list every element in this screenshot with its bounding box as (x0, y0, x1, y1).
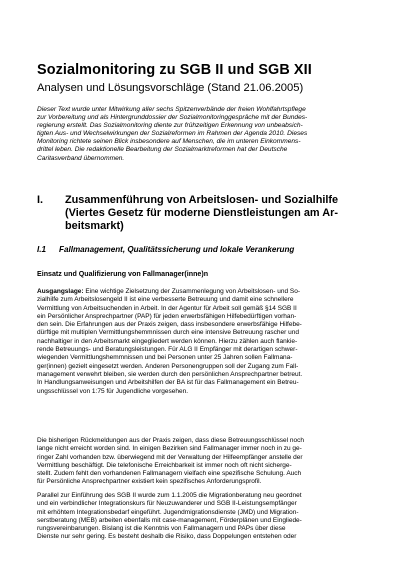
section-title-line: beitsmarkt) (65, 220, 124, 233)
paragraph-line: rende Betreuungs- und Beratungsleistungen. Für ALG II Empfänger mit derartigen schwer- (37, 346, 298, 354)
paragraph-line: Vermittlung von Arbeitsuchenden in Arbeit. In der Agentur für Arbeit soll gemäß §14 SGB II (37, 304, 297, 312)
subheading: Einsatz und Qualifizierung von Fallmanager(inne)n (37, 270, 209, 278)
document-title: Sozialmonitoring zu SGB II und SGB XII (37, 62, 312, 78)
paragraph-line: zialhilfe zum Arbeitslosengeld II ist eine verbesserte Betreuung und damit eine schnellere (37, 296, 294, 304)
intro-line: tigten Aus- und Wechselwirkungen der Sozialreformen im Rahmen der Agenda 2010. Dieses (37, 130, 308, 138)
paragraph-lead: Ausgangslage: (37, 288, 84, 295)
intro-note (37, 106, 367, 163)
paragraph-line: rungsvereinbarungen. Bislang ist die Kenntnis von Fallmanagern und PAPs über diese (37, 525, 286, 533)
subsection-heading (37, 245, 367, 254)
paragraph-line: für Persönliche Ansprechpartner existiert kein spezifisches Anforderungsprofil. (37, 478, 262, 486)
paragraph-rueckmeldungen (37, 437, 367, 487)
paragraph-line (37, 288, 367, 296)
section-number: I. (37, 194, 44, 206)
paragraph-line: ein Persönlicher Ansprechpartner (PAP) für jeden erwerbsfähigen Hilfebedürftigen vorhan- (37, 312, 297, 320)
intro-line: Caritasverband übernommen. (37, 154, 125, 162)
intro-line: drittel leben. Die redaktionelle Bearbeitung der Sozialmarktreformen hat der Deutsche (37, 146, 288, 154)
paragraph-line: stellt. Zudem fehlt den vorhandenen Fallmanagern vielfach eine spezifische Schulung. Auch (37, 470, 302, 478)
section-title (65, 194, 375, 234)
paragraph-line: nachhaltiger in den Arbeitsmarkt eingegliedert werden können. Hierzu zählen auch flankie- (37, 337, 298, 345)
paragraph-line: ringer Zahl vorhanden bzw. überwiegend mit der Verwaltung der Hilfeempfänger anstelle der (37, 453, 303, 461)
paragraph-line: wiegenden Vermittlungshemmnissen und bei Personen unter 25 Jahren sollen Fallmana- (37, 354, 293, 362)
subsection-number: I.1 (37, 245, 46, 254)
paragraph-line: In Handlungsanweisungen und Arbeitshilfen der BA ist für das Fallmanagement ein Betreu- (37, 379, 299, 387)
paragraph-line: management verwehrt bleiben, sie werden durch den persönlichen Ansprechpartner betreut. (37, 370, 303, 378)
paragraph-line: Die bisherigen Rückmeldungen aus der Praxis zeigen, dass diese Betreuungsschlüssel noch (37, 437, 305, 444)
intro-line: zur Vorbereitung und als Hintergrunddossier der Sozialmonitoringgespräche mit der Bundes- (37, 114, 308, 122)
paragraph-line: Parallel zur Einführung des SGB II wurde zum 1.1.2005 die Migrationberatung neu geordnet (37, 492, 302, 499)
section-title-line: (Viertes Gesetz für moderne Dienstleistungen am Ar- (65, 207, 338, 220)
paragraph-line: Dienste nur sehr gering. Es besteht deshalb die Risiko, dass Doppelungen entstehen oder (37, 533, 297, 541)
paragraph-line: den sein. Die Erfahrungen aus der Praxis zeigen, dass insbesondere erwerbsfähige Hilfebe- (37, 321, 302, 329)
paragraph-line: Vermittlung beschäftigt. Die telefonische Erreichbarkeit ist immer noch oft nicht sicherge- (37, 461, 292, 469)
paragraph-line: mit erhöhtem Integrationsbedarf eingeführt. Jugendmigrationsdienste (JMD) und Migration- (37, 508, 299, 516)
document-subtitle: Analysen und Lösungsvorschläge (Stand 21.06.2005) (37, 82, 304, 94)
paragraph-line-rest: Eine wichtige Zielsetzung der Zusammenlegung von Arbeitslosen- und So- (83, 288, 301, 295)
paragraph-line: ungsschlüssel von 1:75 für Jugendliche vorgesehen. (37, 387, 189, 395)
intro-line: Monitoring richtete seinen Blick insbesondere auf Menschen, die im unteren Einkommens- (37, 138, 301, 146)
paragraph-line: serstberatung (MEB) arbeiten ebenfalls mit case-management, Förderplänen und Eingliede- (37, 516, 302, 524)
intro-line: regierung erstellt. Das Sozialmonitoring diente zur frühzeitigen Erkennung von unbeabsich- (37, 122, 303, 130)
intro-line: Dieser Text wurde unter Mitwirkung aller sechs Spitzenverbände der freien Wohlfahrtspflege (37, 106, 306, 113)
paragraph-line: ger(innen) gezielt eingesetzt werden. Anderen Personengruppen soll der Zugang zum Fall- (37, 362, 299, 370)
section-title-line: Zusammenführung von Arbeitslosen- und Sozialhilfe (65, 194, 339, 206)
paragraph-migrationsberatung (37, 492, 367, 542)
paragraph-line: und ein verbindlicher Integrationskurs für Neuzuwanderer und SGB II-Leistungsempfänger (37, 500, 297, 508)
paragraph-line: dürftige mit multiplen Vermittlungshemmnissen durch eine intensive Betreuung rascher und (37, 329, 299, 337)
paragraph-line: lange nicht erreicht worden sind. In einigen Bezirken sind Fallmanager immer noch in zu ge- (37, 445, 302, 453)
subsection-title: Fallmanagement, Qualitätssicherung und lokale Verankerung (59, 245, 295, 254)
paragraph-ausgangslage (37, 288, 367, 396)
